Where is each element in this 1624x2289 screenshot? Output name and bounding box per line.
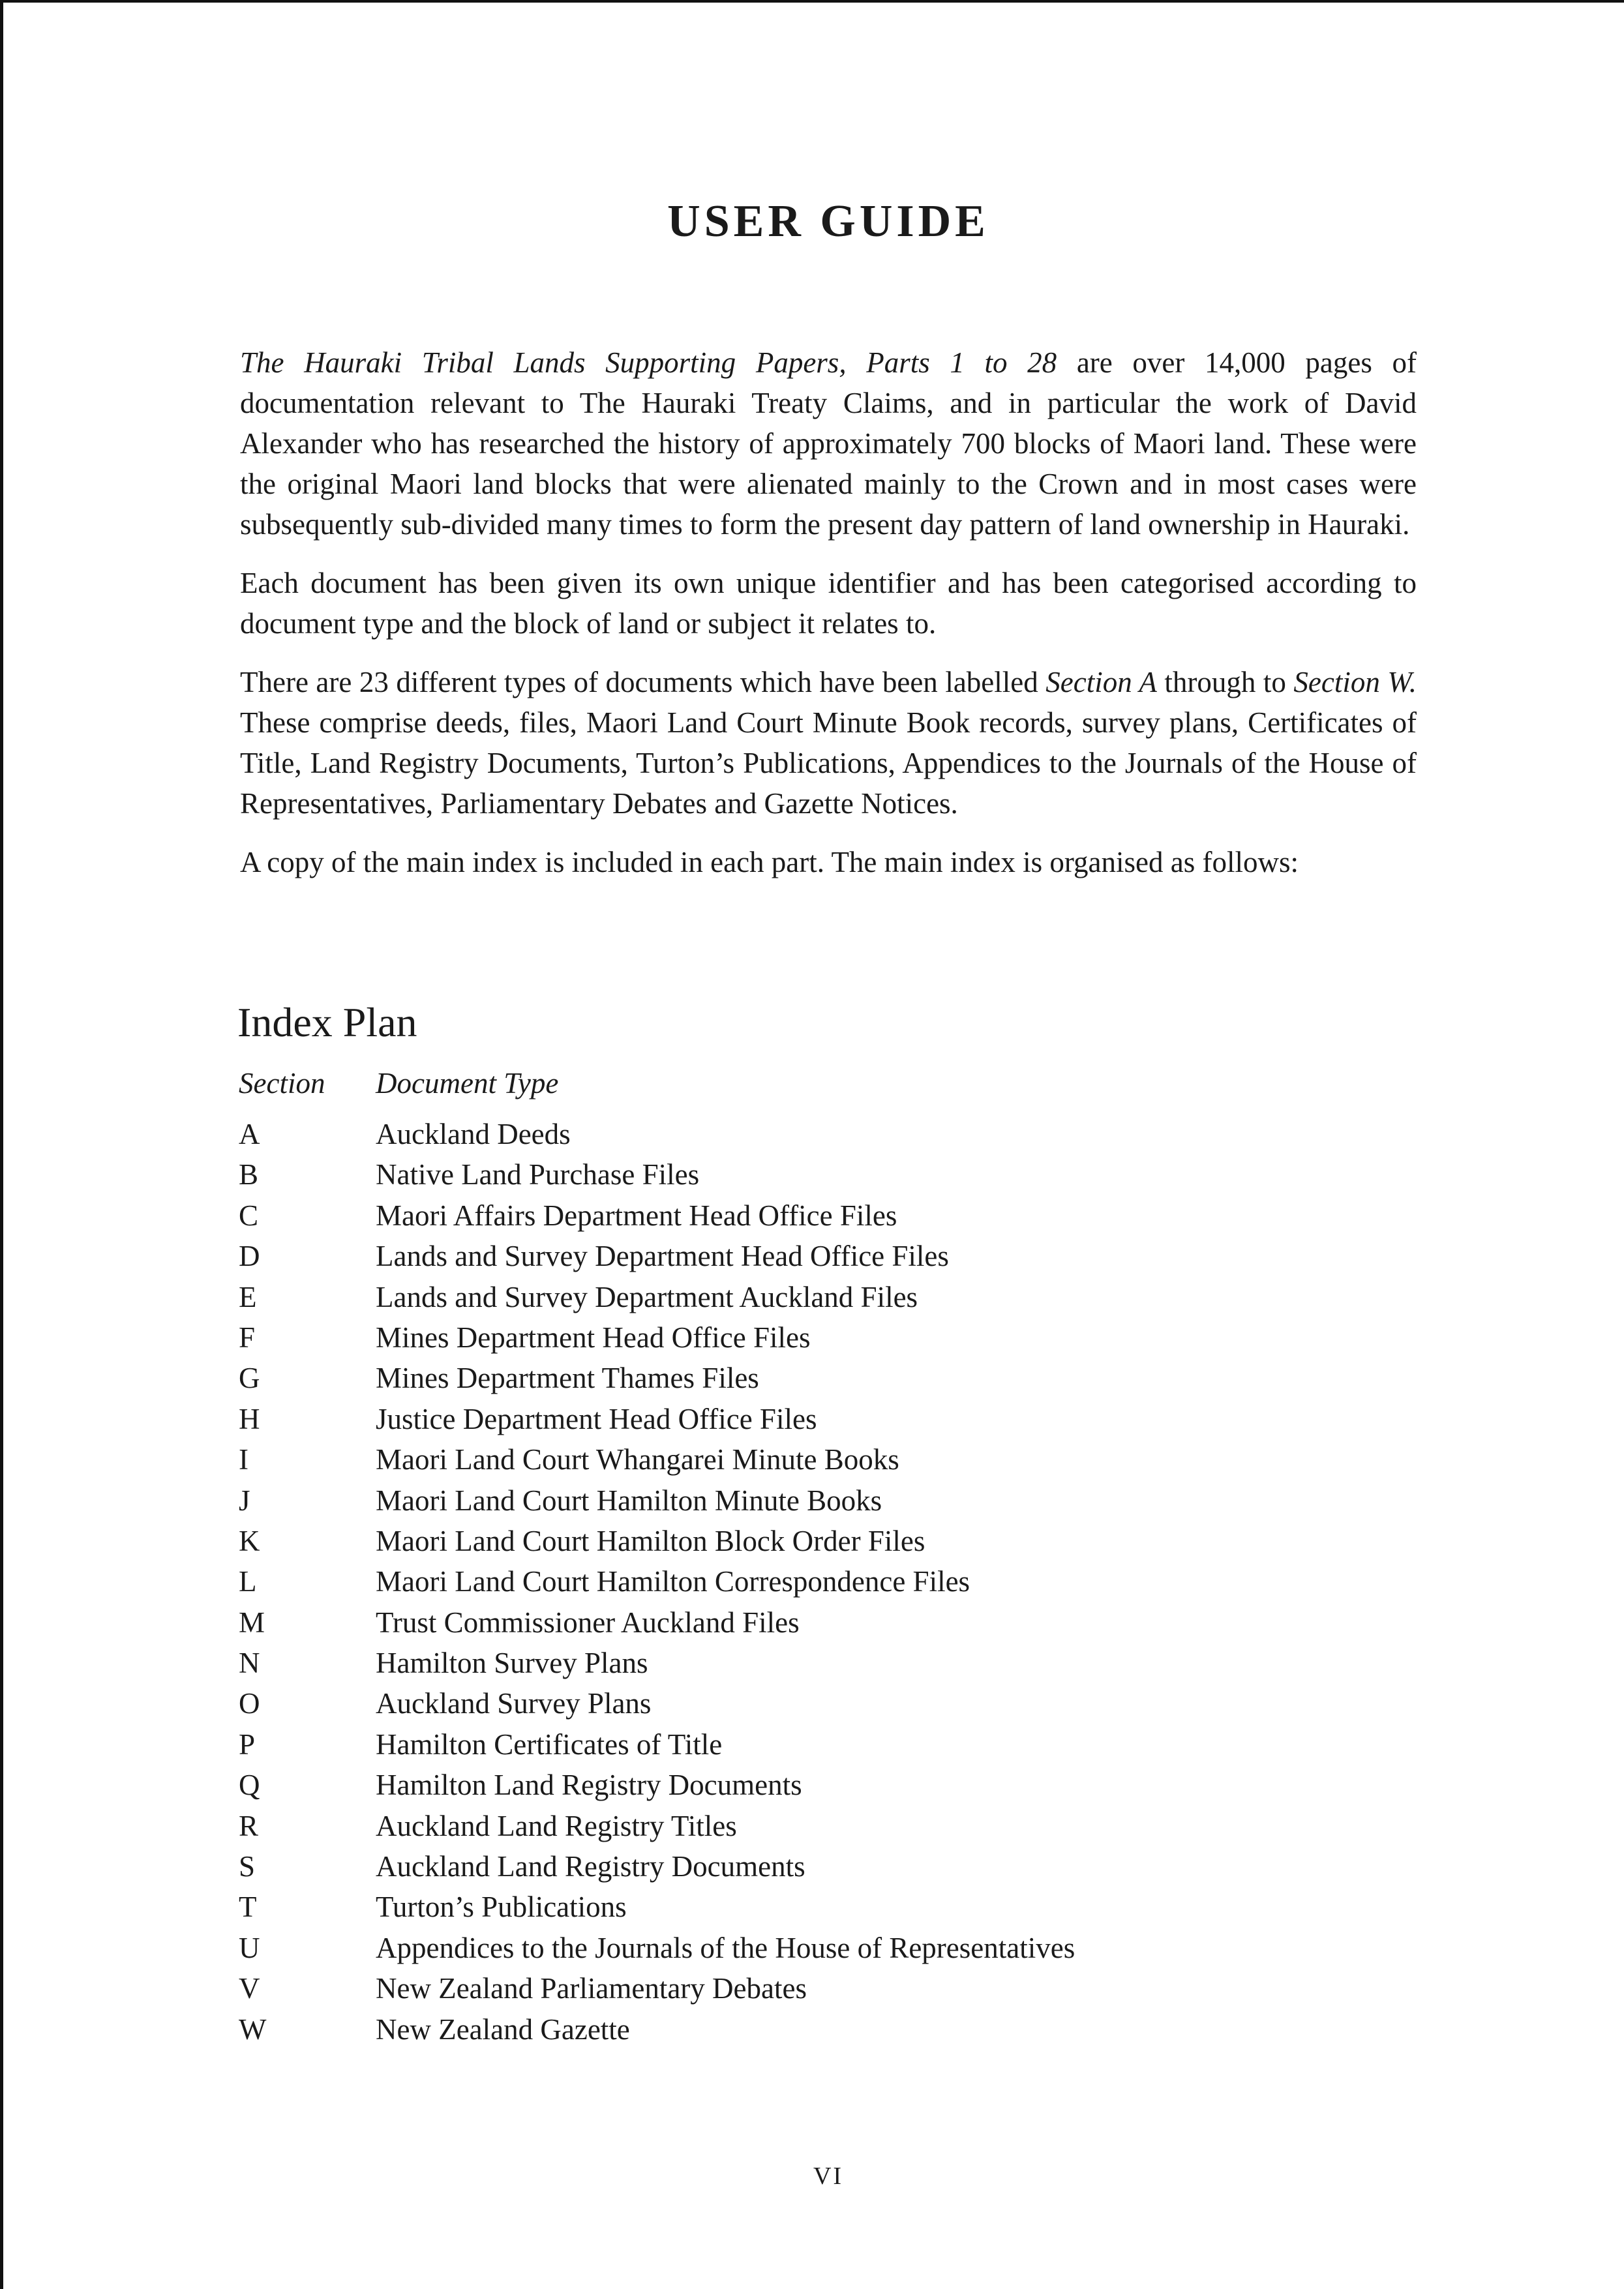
table-row — [239, 1809, 1075, 1849]
section-letter: O — [239, 1687, 260, 1720]
table-row — [239, 1564, 1075, 1605]
document-type: Mines Department Head Office Files — [376, 1321, 811, 1354]
section-letter: R — [239, 1809, 259, 1842]
table-row — [239, 1117, 1075, 1158]
table-row — [239, 1646, 1075, 1686]
section-letter: F — [239, 1321, 256, 1354]
document-type: Auckland Land Registry Titles — [376, 1809, 737, 1842]
table-row — [239, 1728, 1075, 1768]
scan-border-top — [0, 0, 1624, 3]
table-row — [239, 1849, 1075, 1890]
section-letter: T — [239, 1891, 257, 1924]
index-plan-header — [239, 1066, 1075, 1117]
document-type: Turton’s Publications — [376, 1891, 627, 1924]
paragraph-2: Each document has been given its own unique identifier and has been categorised according to document type and the block of land or subject it relates to. — [240, 567, 1417, 640]
section-letter: K — [239, 1524, 260, 1557]
table-row — [239, 1402, 1075, 1443]
section-a-ref: Section A — [1045, 666, 1157, 698]
publication-title: The Hauraki Tribal Lands Supporting Papers, Parts 1 to 28 — [240, 346, 1057, 379]
scan-border-left — [0, 0, 3, 2289]
document-type: Lands and Survey Department Auckland Files — [376, 1280, 918, 1313]
table-row — [239, 1199, 1075, 1239]
document-type: Maori Affairs Department Head Office Files — [376, 1199, 897, 1232]
table-row — [239, 1484, 1075, 1524]
document-type: Lands and Survey Department Head Office Files — [376, 1240, 949, 1273]
table-row — [239, 1890, 1075, 1930]
document-type: Maori Land Court Whangarei Minute Books — [376, 1443, 899, 1476]
page-title: USER GUIDE — [667, 196, 989, 247]
table-row — [239, 1158, 1075, 1198]
paragraph-3 — [240, 662, 1417, 824]
table-row — [239, 1443, 1075, 1483]
section-letter: J — [239, 1484, 250, 1517]
document-type: Maori Land Court Hamilton Minute Books — [376, 1484, 882, 1517]
section-letter: U — [239, 1931, 260, 1964]
section-letter: H — [239, 1402, 260, 1435]
page-number: VI — [813, 2162, 844, 2190]
table-row — [239, 1361, 1075, 1401]
paragraph-3-text-e: These comprise deeds, files, Maori Land Court Minute Book records, survey plans, Certificates of Title, Land Registry Documents, Turton’s Publications, Appendices to the Journals of the House of Representatives, Parliamentary Debates and Gazette Notices. — [240, 706, 1417, 820]
table-row — [239, 1971, 1075, 2012]
paragraph-3-text-c: through to — [1156, 666, 1294, 698]
index-plan-table — [239, 1066, 1075, 2053]
paragraph-3-text-a: There are 23 different types of documents which have been labelled — [240, 666, 1046, 698]
section-letter: B — [239, 1158, 259, 1191]
document-type: New Zealand Gazette — [376, 2012, 630, 2046]
document-type: Hamilton Survey Plans — [376, 1647, 648, 1680]
section-letter: M — [239, 1606, 265, 1639]
document-type: Hamilton Land Registry Documents — [376, 1769, 802, 1802]
table-row — [239, 1768, 1075, 1808]
table-row — [239, 1321, 1075, 1361]
index-plan-title: Index Plan — [237, 999, 417, 1045]
table-row — [239, 1524, 1075, 1564]
section-letter: W — [239, 2012, 267, 2046]
header-document-type: Document Type — [376, 1067, 559, 1100]
section-letter: E — [239, 1280, 257, 1313]
table-row — [239, 1686, 1075, 1727]
document-type: Native Land Purchase Files — [376, 1158, 700, 1191]
section-letter: V — [239, 1972, 260, 2005]
index-plan-rows — [239, 1117, 1075, 2053]
document-type: Maori Land Court Hamilton Correspondence Files — [376, 1565, 970, 1598]
section-letter: I — [239, 1443, 248, 1476]
section-w-ref: Section W. — [1293, 666, 1417, 698]
paragraph-4: A copy of the main index is included in each part. The main index is organised as follows: — [240, 846, 1299, 878]
section-letter: G — [239, 1362, 260, 1395]
table-row — [239, 1280, 1075, 1321]
section-letter: L — [239, 1565, 257, 1598]
document-type: Mines Department Thames Files — [376, 1362, 759, 1395]
document-type: Auckland Deeds — [376, 1118, 571, 1150]
document-type: Maori Land Court Hamilton Block Order Files — [376, 1524, 925, 1557]
section-letter: S — [239, 1850, 256, 1883]
table-row — [239, 1239, 1075, 1279]
document-type: Auckland Land Registry Documents — [376, 1850, 805, 1883]
table-row — [239, 1606, 1075, 1646]
section-letter: D — [239, 1240, 260, 1273]
document-type: Justice Department Head Office Files — [376, 1402, 817, 1435]
section-letter: P — [239, 1728, 256, 1761]
header-section: Section — [239, 1067, 325, 1100]
paragraph-1-text: are over 14,000 pages of documentation relevant to The Hauraki Treaty Claims, and in particular the work of David Alexander who has researched the history of approximately 700 blocks of Maori land. These were the original Maori land blocks that were alienated mainly to the Crown and in most cases were subsequently sub-divided many times to form the present day pattern of land ownership in Hauraki. — [240, 346, 1417, 541]
paragraph-1 — [240, 342, 1417, 545]
section-letter: Q — [239, 1769, 260, 1802]
document-type: Auckland Survey Plans — [376, 1687, 652, 1720]
section-letter: A — [239, 1118, 260, 1150]
document-type: Appendices to the Journals of the House of Representatives — [376, 1931, 1075, 1964]
document-type: Hamilton Certificates of Title — [376, 1728, 723, 1761]
section-letter: C — [239, 1199, 259, 1232]
section-letter: N — [239, 1647, 260, 1680]
document-type: New Zealand Parliamentary Debates — [376, 1972, 807, 2005]
document-type: Trust Commissioner Auckland Files — [376, 1606, 800, 1639]
table-row — [239, 1931, 1075, 1971]
intro-text — [240, 342, 1417, 901]
table-row — [239, 2012, 1075, 2053]
